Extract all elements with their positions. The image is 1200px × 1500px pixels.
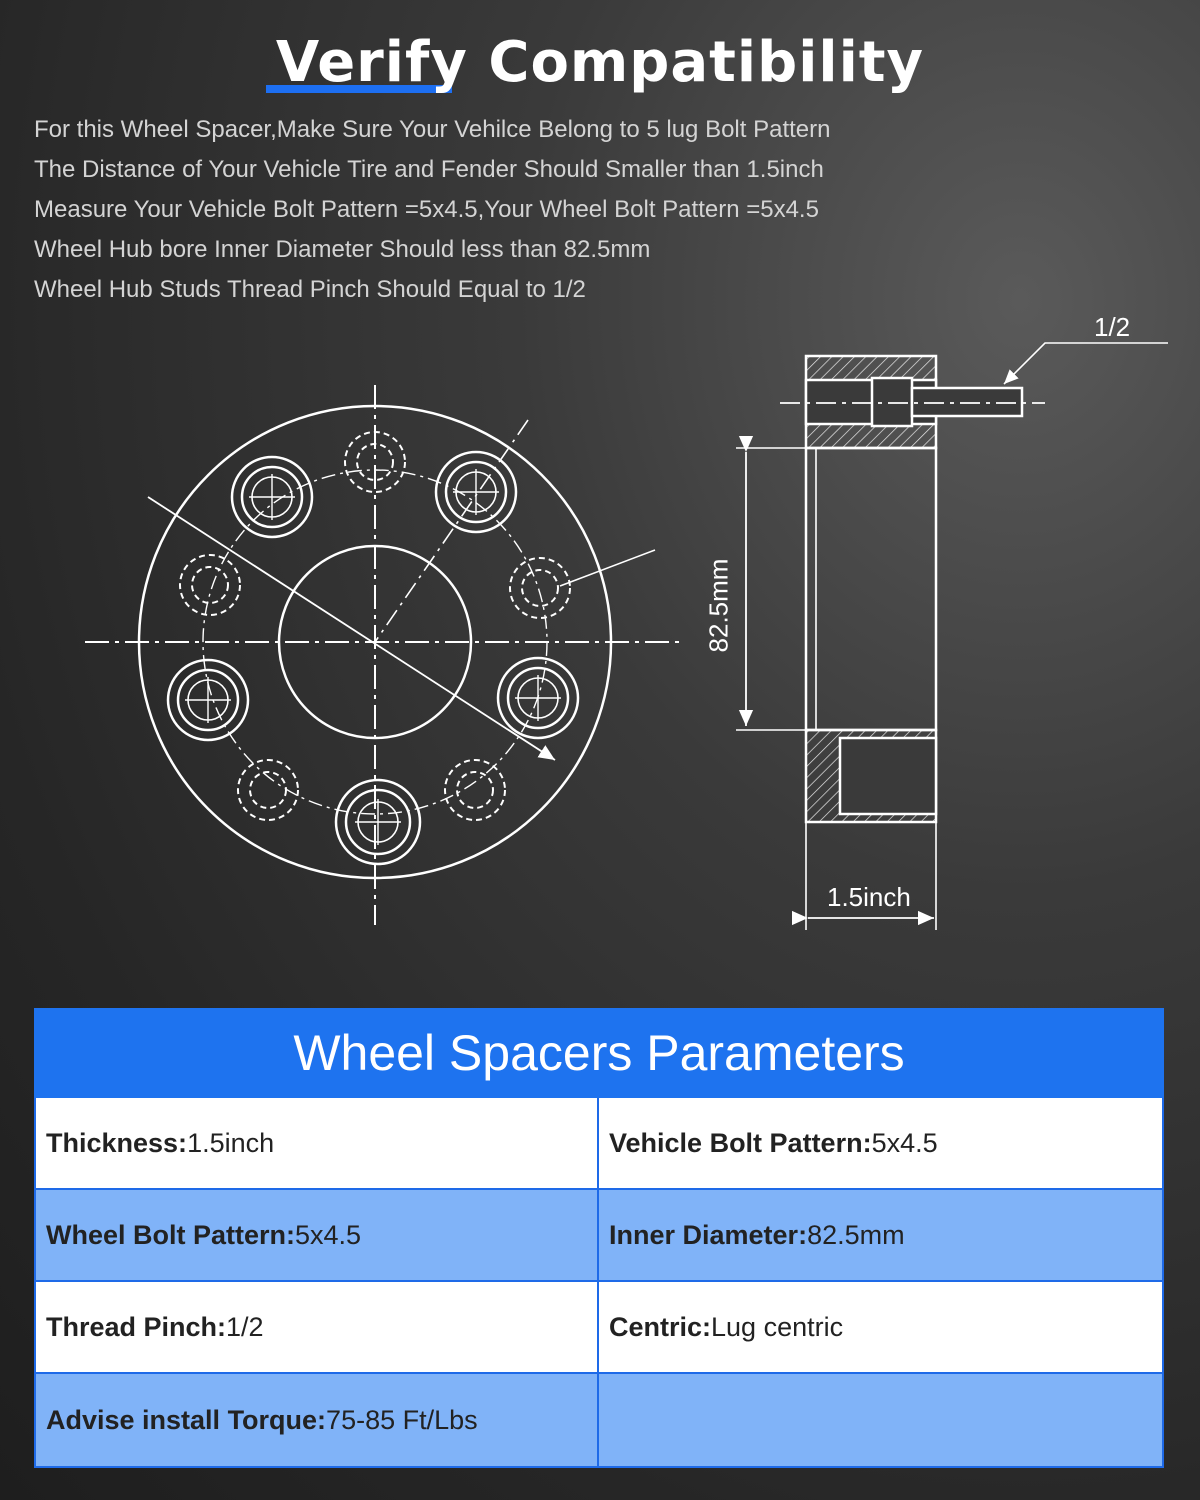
requirement-line: For this Wheel Spacer,Make Sure Your Vehilce Belong to 5 lug Bolt Pattern (34, 116, 831, 143)
technical-drawing (0, 300, 1200, 940)
param-name: Wheel Bolt Pattern: (46, 1219, 296, 1250)
requirements-list (34, 110, 1154, 310)
page-title (276, 30, 924, 101)
table-row (34, 1190, 1164, 1282)
front-view (85, 385, 685, 925)
param-name: Thickness: (46, 1127, 188, 1158)
thickness-label: 1.5inch (827, 882, 911, 912)
param-cell (34, 1374, 599, 1468)
bottom-bore (840, 738, 936, 814)
table-row (34, 1282, 1164, 1374)
lug-hole-large (436, 452, 516, 532)
thread-leader (1004, 343, 1168, 384)
param-value: 75-85 Ft/Lbs (326, 1404, 478, 1435)
param-name: Centric: (609, 1311, 712, 1342)
param-value: Lug centric (711, 1311, 844, 1342)
param-name: Inner Diameter: (609, 1219, 808, 1250)
table-row (34, 1098, 1164, 1190)
diameter-label: 82.5mm (703, 558, 734, 653)
param-value: 5x4.5 (871, 1127, 938, 1158)
param-name: Advise install Torque: (46, 1404, 327, 1435)
param-value: 1/2 (226, 1311, 264, 1342)
param-cell-empty (599, 1374, 1164, 1468)
lug-hole-large (498, 658, 578, 738)
param-cell (34, 1190, 599, 1282)
leader-line (560, 550, 655, 586)
diagonal-centerline (375, 420, 528, 642)
param-name: Thread Pinch: (46, 1311, 227, 1342)
requirement-line: Wheel Hub Studs Thread Pinch Should Equal to 1/2 (34, 276, 586, 303)
table-row (34, 1374, 1164, 1468)
param-cell (599, 1098, 1164, 1190)
title-area (0, 30, 1200, 101)
param-cell (599, 1282, 1164, 1374)
stud-head (872, 378, 912, 426)
spacer-body (806, 448, 936, 730)
param-value: 5x4.5 (295, 1219, 362, 1250)
param-name: Vehicle Bolt Pattern: (609, 1127, 872, 1158)
side-view (736, 343, 1168, 930)
lug-hole-large (232, 457, 312, 537)
param-value: 82.5mm (807, 1219, 905, 1250)
lug-hole-large (336, 780, 420, 864)
parameters-header: Wheel Spacers Parameters (34, 1008, 1164, 1098)
param-cell (599, 1190, 1164, 1282)
param-cell (34, 1282, 599, 1374)
page-title-text: Verify Compatibility (275, 30, 925, 95)
parameters-table (34, 1008, 1164, 1466)
stud-shaft (912, 388, 1022, 416)
requirement-line: Wheel Hub bore Inner Diameter Should less than 82.5mm (34, 236, 651, 263)
param-value: 1.5inch (187, 1127, 275, 1158)
thread-label: 1/2 (1094, 312, 1131, 342)
requirement-line: The Distance of Your Vehicle Tire and Fender Should Smaller than 1.5inch (34, 156, 824, 183)
lug-hole-large (168, 660, 248, 740)
requirement-line: Measure Your Vehicle Bolt Pattern =5x4.5,Your Wheel Bolt Pattern =5x4.5 (34, 196, 819, 223)
param-cell (34, 1098, 599, 1190)
